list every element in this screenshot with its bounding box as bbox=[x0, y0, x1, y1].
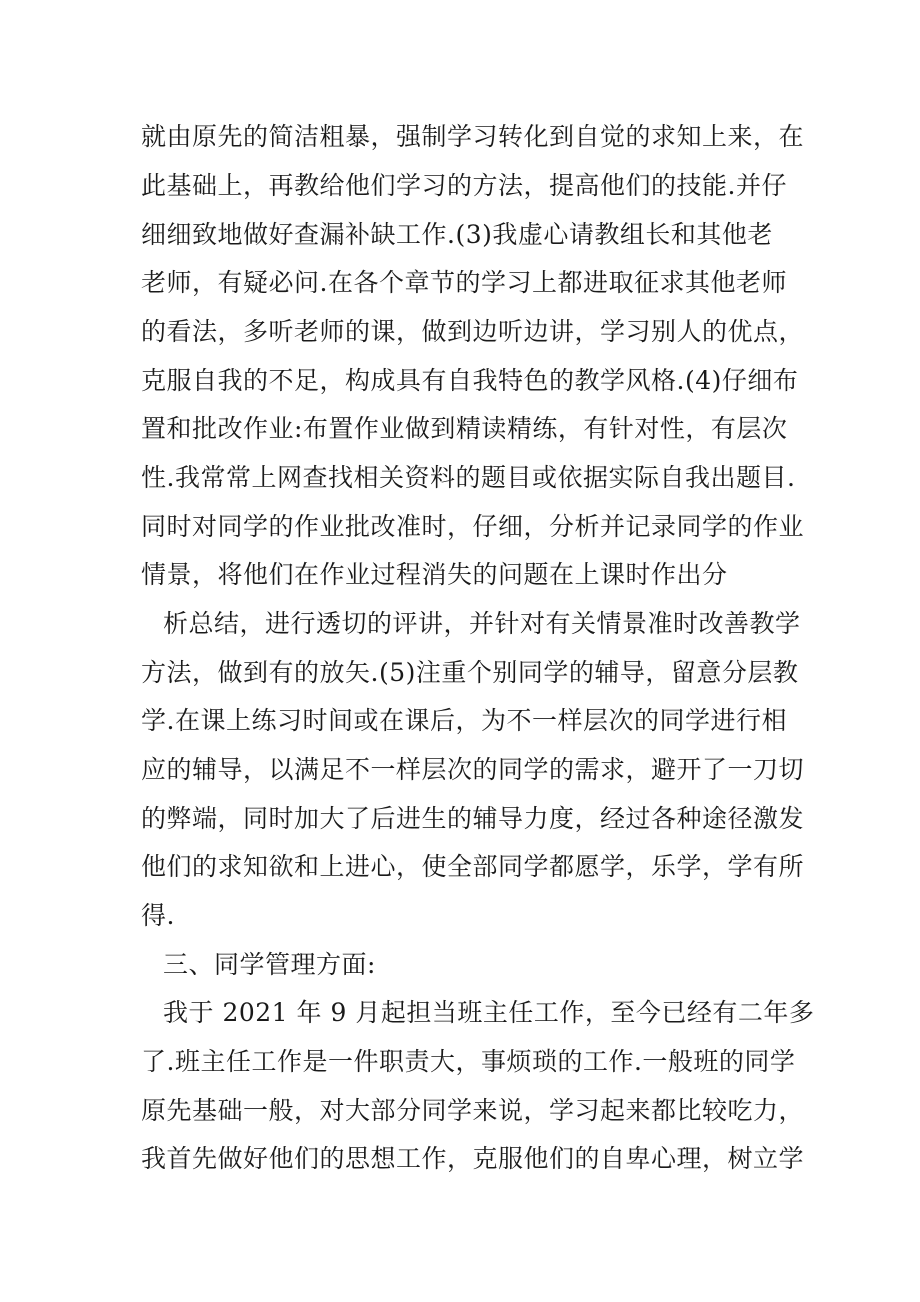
text-line: 原先基础一般，对大部分同学来说，学习起来都比较吃力， bbox=[141, 1096, 805, 1125]
text-line: 析总结，进行透切的评讲，并针对有关情景准时改善教学 bbox=[163, 609, 801, 638]
text-line: 置和批改作业:布置作业做到精读精练，有针对性，有层次 bbox=[141, 414, 788, 443]
text-line: 学.在课上练习时间或在课后，为不一样层次的同学进行相 bbox=[141, 706, 787, 735]
section-heading: 三、同学管理方面: bbox=[163, 950, 376, 979]
text-line: 得. bbox=[141, 901, 175, 930]
text-line: 老师，有疑必问.在各个章节的学习上都进取征求其他老师 bbox=[141, 268, 787, 297]
text-line: 方法，做到有的放矢.(5)注重个别同学的辅导，留意分层教 bbox=[141, 658, 799, 687]
text-line: 的弊端，同时加大了后进生的辅导力度，经过各种途径激发 bbox=[141, 804, 805, 833]
text-line: 同时对同学的作业批改准时，仔细，分析并记录同学的作业 bbox=[141, 512, 805, 541]
text-line: 我首先做好他们的思想工作，克服他们的自卑心理，树立学 bbox=[141, 1144, 805, 1173]
text-line: 就由原先的简洁粗暴，强制学习转化到自觉的求知上来，在 bbox=[141, 122, 805, 151]
text-line: 此基础上，再教给他们学习的方法，提高他们的技能.并仔 bbox=[141, 171, 787, 200]
text-line: 的看法，多听老师的课，做到边听边讲，学习别人的优点， bbox=[141, 317, 805, 346]
text-line: 性.我常常上网查找相关资料的题目或依据实际自我出题目. bbox=[141, 463, 796, 492]
text-line: 克服自我的不足，构成具有自我特色的教学风格.(4)仔细布 bbox=[141, 366, 799, 395]
text-line: 我于 2021 年 9 月起担当班主任工作，至今已经有二年多 bbox=[163, 998, 815, 1027]
text-line: 细细致地做好查漏补缺工作.(3)我虚心请教组长和其他老 bbox=[141, 220, 773, 249]
text-line: 情景，将他们在作业过程消失的问题在上课时作出分 bbox=[141, 560, 728, 589]
text-line: 他们的求知欲和上进心，使全部同学都愿学，乐学，学有所 bbox=[141, 852, 805, 881]
text-line: 应的辅导，以满足不一样层次的同学的需求，避开了一刀切 bbox=[141, 755, 805, 784]
text-line: 了.班主任工作是一件职责大，事烦琐的工作.一般班的同学 bbox=[141, 1047, 796, 1076]
